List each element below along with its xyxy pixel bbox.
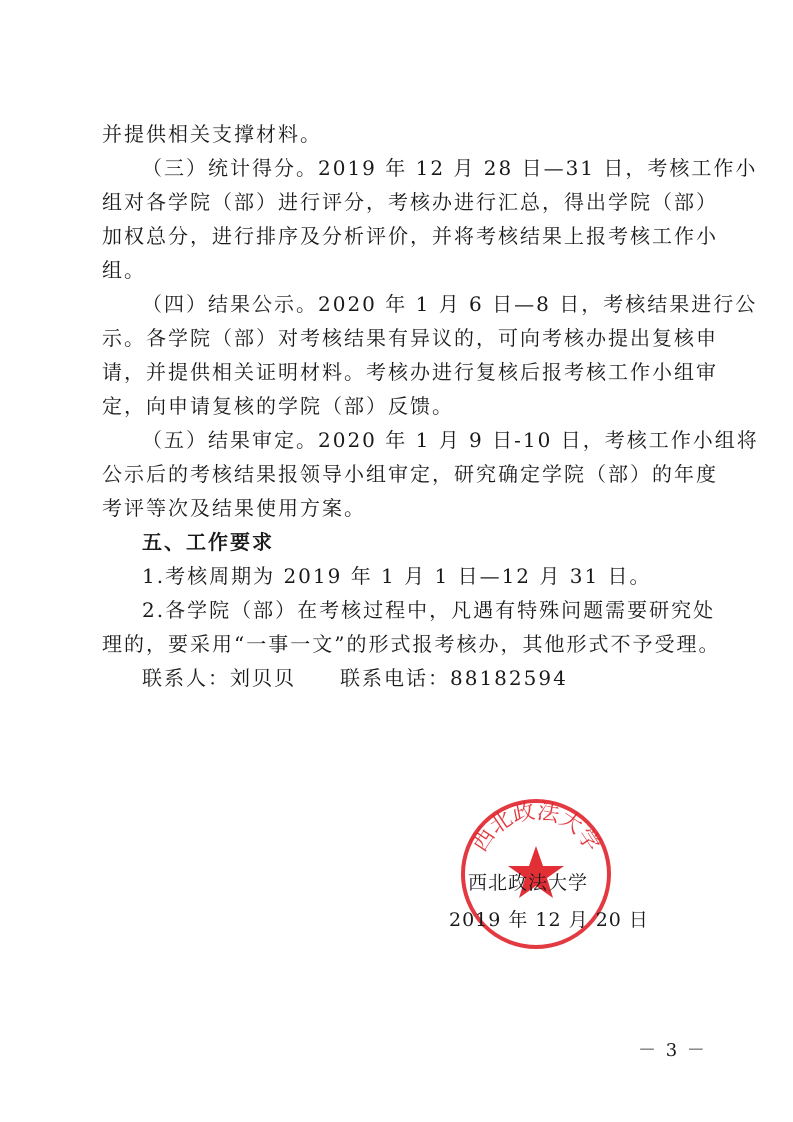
contact-line: 联系人：刘贝贝 联系电话：88182594 (142, 666, 568, 690)
paragraph-line: 考评等次及结果使用方案。 (102, 496, 366, 520)
signature-date: 2019 年 12 月 20 日 (449, 909, 649, 931)
paragraph-line: 公示后的考核结果报领导小组审定，研究确定学院（部）的年度 (102, 462, 718, 486)
paragraph-line: 组对各学院（部）进行评分，考核办进行汇总，得出学院（部） (102, 190, 718, 214)
paragraph-line: （三）统计得分。2019 年 12 月 28 日—31 日，考核工作小 (142, 156, 758, 180)
signature-organization: 西北政法大学 (468, 872, 589, 894)
paragraph-line: 请，并提供相关证明材料。考核办进行复核后报考核工作小组审 (102, 360, 718, 384)
paragraph-line: 组。 (102, 258, 146, 282)
paragraph-line: 2.各学院（部）在考核过程中，凡遇有特殊问题需要研究处 (142, 598, 716, 622)
section-heading: 五、工作要求 (142, 530, 274, 554)
paragraph-line: 定，向申请复核的学院（部）反馈。 (102, 394, 454, 418)
paragraph-line: （五）结果审定。2020 年 1 月 9 日-10 日，考核工作小组将 (142, 428, 759, 452)
paragraph-line: （四）结果公示。2020 年 1 月 6 日—8 日，考核结果进行公 (142, 292, 758, 316)
body-text (102, 117, 759, 695)
paragraph-line: 加权总分，进行排序及分析评价，并将考核结果上报考核工作小 (102, 224, 718, 248)
paragraph-line: 理的，要采用“一事一文”的形式报考核办，其他形式不予受理。 (102, 632, 721, 656)
paragraph-line: 并提供相关支撑材料。 (102, 122, 322, 146)
seal-text: 西北政法大学 (467, 799, 605, 857)
paragraph-line: 示。各学院（部）对考核结果有异议的，可向考核办提出复核申 (102, 326, 718, 350)
page-number: － 3 － (638, 1040, 707, 1061)
paragraph-line: 1.考核周期为 2019 年 1 月 1 日—12 月 31 日。 (142, 564, 652, 588)
